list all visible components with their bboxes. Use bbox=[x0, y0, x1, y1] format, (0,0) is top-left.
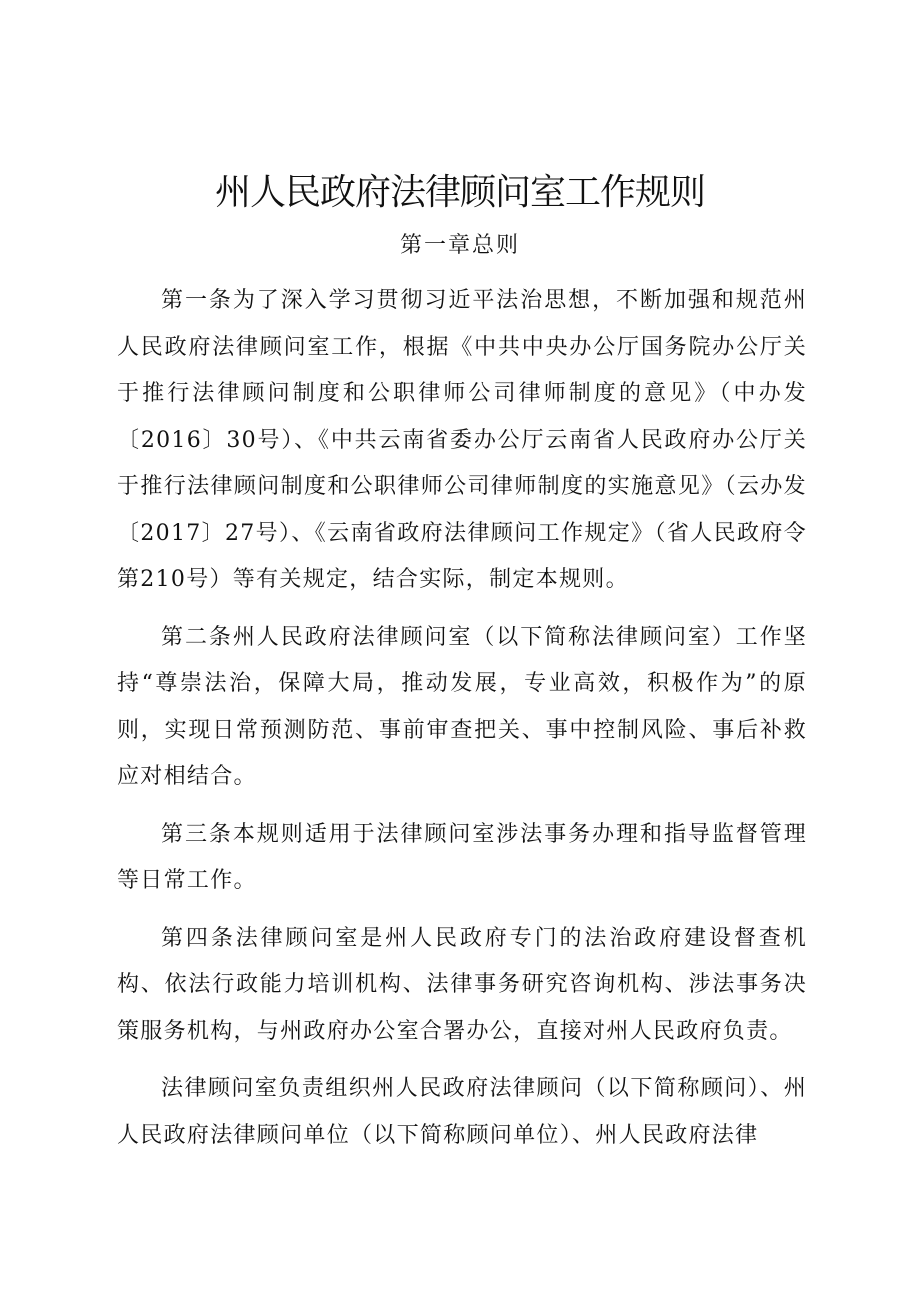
paragraph-article-4: 第四条法律顾问室是州人民政府专门的法治政府建设督查机构、依法行政能力培训机构、法律事务研究咨询机构、涉法事务决策服务机构，与州政府办公室合署办公，直接对州人民政府负责。 bbox=[117, 925, 807, 1044]
document-body bbox=[117, 278, 807, 1170]
paragraph-article-1: 第一条为了深入学习贯彻习近平法治思想，不断加强和规范州人民政府法律顾问室工作，根据《中共中央办公厅国务院办公厅关于推行法律顾问制度和公职律师公司律师制度的意见》（中办发〔2016〕30号）、《中共云南省委办公厅云南省人民政府办公厅关于推行法律顾问制度和公职律师公司律师制度的实施意见》（云办发〔2017〕27号）、《云南省政府法律顾问工作规定》（省人民政府令第210号）等有关规定，结合实际，制定本规则。 bbox=[117, 288, 807, 592]
paragraph-article-4-continued: 法律顾问室负责组织州人民政府法律顾问（以下简称顾问）、州人民政府法律顾问单位（以下简称顾问单位）、州人民政府法律 bbox=[117, 1076, 807, 1148]
chapter-heading: 第一章总则 bbox=[399, 233, 520, 258]
paragraph-article-3: 第三条本规则适用于法律顾问室涉法事务办理和指导监督管理等日常工作。 bbox=[117, 821, 807, 893]
document-title: 州人民政府法律顾问室工作规则 bbox=[214, 172, 705, 213]
paragraph-article-2: 第二条州人民政府法律顾问室（以下简称法律顾问室）工作坚持“尊崇法治，保障大局，推动发展，专业高效，积极作为”的原则，实现日常预测防范、事前审查把关、事中控制风险、事后补救应对相结合。 bbox=[117, 624, 807, 789]
